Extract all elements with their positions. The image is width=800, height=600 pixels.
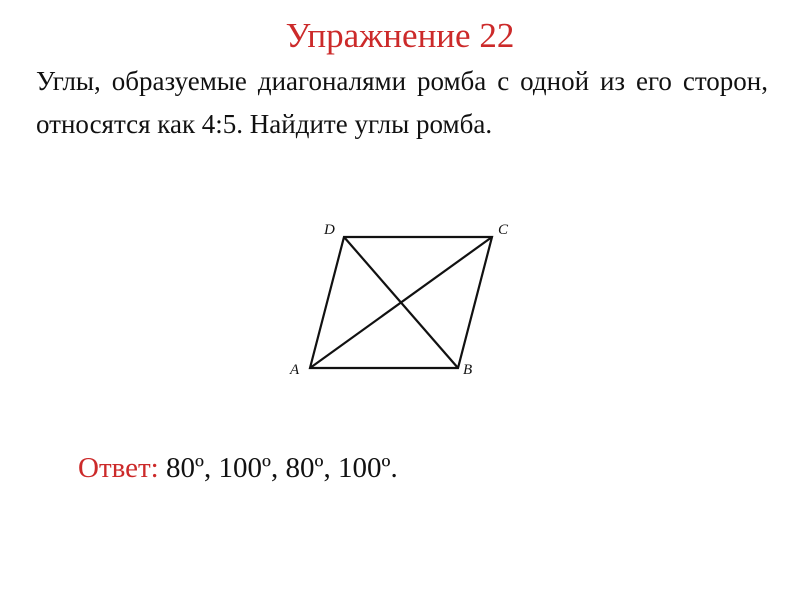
vertex-label-c: C bbox=[498, 222, 509, 238]
rhombus-figure bbox=[280, 212, 520, 384]
answer-value: 80º, 100º, 80º, 100º. bbox=[166, 452, 398, 484]
vertex-label-d: D bbox=[324, 222, 335, 238]
vertex-label-b: B bbox=[463, 362, 473, 378]
answer-label: Ответ: bbox=[78, 452, 159, 484]
diagonal-bd bbox=[344, 237, 458, 368]
problem-statement: Углы, образуемые диагоналями ромба с одной из его сторон, относятся как 4:5. Найдите углы ромба. bbox=[36, 66, 768, 139]
exercise-title: Упражнение 22 bbox=[285, 16, 515, 55]
vertex-label-a: A bbox=[290, 362, 300, 378]
answer-line bbox=[78, 450, 398, 486]
